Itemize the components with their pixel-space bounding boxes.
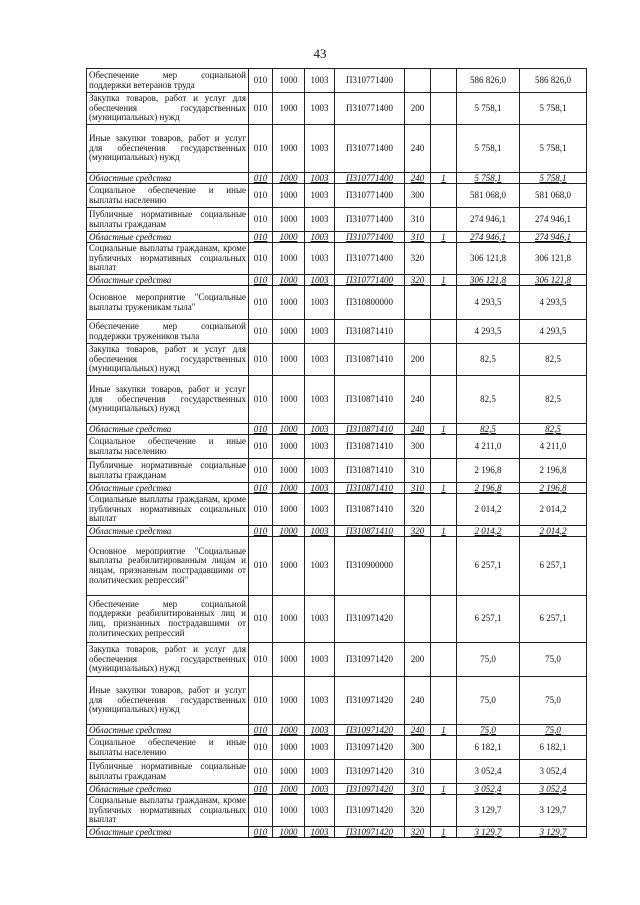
code-target: П310871410: [335, 494, 405, 526]
table-row: [87, 827, 587, 838]
code-source: 1: [431, 827, 457, 838]
code-subsection: 1003: [305, 483, 335, 494]
code-source: 1: [431, 275, 457, 286]
amount-total: 306 121,8: [520, 243, 587, 275]
code-target: П310871410: [335, 526, 405, 537]
code-target: П310871410: [335, 424, 405, 435]
code-expense-type: 320: [405, 827, 431, 838]
amount-plan: 75,0: [457, 643, 520, 677]
code-subsection: 1003: [305, 526, 335, 537]
code-subsection: 1003: [305, 376, 335, 424]
code-target: П310971420: [335, 643, 405, 677]
code-expense-type: 310: [405, 232, 431, 243]
amount-total: 3 052,4: [520, 784, 587, 795]
table-row: [87, 537, 587, 596]
table-row: [87, 643, 587, 677]
amount-plan: 5 758,1: [457, 93, 520, 125]
code-subsection: 1003: [305, 643, 335, 677]
amount-total: 75,0: [520, 643, 587, 677]
code-expense-type: 310: [405, 483, 431, 494]
code-source: 1: [431, 173, 457, 184]
table-row: [87, 376, 587, 424]
code-ministry: 010: [249, 537, 273, 596]
code-expense-type: 320: [405, 795, 431, 827]
amount-plan: 6 257,1: [457, 596, 520, 643]
table-row: [87, 208, 587, 232]
code-section: 1000: [273, 677, 305, 725]
code-subsection: 1003: [305, 173, 335, 184]
code-section: 1000: [273, 483, 305, 494]
code-ministry: 010: [249, 173, 273, 184]
code-ministry: 010: [249, 494, 273, 526]
code-source: [431, 286, 457, 320]
amount-total: 306 121,8: [520, 275, 587, 286]
amount-total: 6 182,1: [520, 736, 587, 760]
amount-total: 274 946,1: [520, 232, 587, 243]
code-ministry: 010: [249, 459, 273, 483]
code-target: П310900000: [335, 537, 405, 596]
code-expense-type: 310: [405, 760, 431, 784]
code-expense-type: [405, 286, 431, 320]
table-row: [87, 232, 587, 243]
code-subsection: 1003: [305, 435, 335, 459]
code-source: [431, 643, 457, 677]
code-source: [431, 125, 457, 173]
code-source: [431, 243, 457, 275]
amount-plan: 2 014,2: [457, 494, 520, 526]
row-name: Областные средства: [87, 526, 249, 537]
code-target: П310971420: [335, 827, 405, 838]
code-expense-type: 200: [405, 93, 431, 125]
code-subsection: 1003: [305, 795, 335, 827]
table-row: [87, 435, 587, 459]
code-subsection: 1003: [305, 784, 335, 795]
code-source: [431, 435, 457, 459]
code-source: 1: [431, 526, 457, 537]
code-target: П310871410: [335, 459, 405, 483]
amount-plan: 274 946,1: [457, 232, 520, 243]
code-expense-type: 300: [405, 736, 431, 760]
code-expense-type: 300: [405, 435, 431, 459]
code-ministry: 010: [249, 184, 273, 208]
code-ministry: 010: [249, 760, 273, 784]
table-row: [87, 725, 587, 736]
row-name: Областные средства: [87, 827, 249, 838]
code-section: 1000: [273, 125, 305, 173]
code-subsection: 1003: [305, 243, 335, 275]
amount-total: 2 014,2: [520, 494, 587, 526]
amount-total: 4 211,0: [520, 435, 587, 459]
code-expense-type: 310: [405, 784, 431, 795]
amount-total: 82,5: [520, 344, 587, 376]
code-subsection: 1003: [305, 725, 335, 736]
table-row: [87, 184, 587, 208]
code-source: [431, 677, 457, 725]
code-expense-type: [405, 537, 431, 596]
amount-total: 82,5: [520, 376, 587, 424]
amount-plan: 82,5: [457, 424, 520, 435]
code-source: [431, 320, 457, 344]
table-row: [87, 526, 587, 537]
code-subsection: 1003: [305, 93, 335, 125]
code-subsection: 1003: [305, 760, 335, 784]
amount-plan: 6 182,1: [457, 736, 520, 760]
code-ministry: 010: [249, 643, 273, 677]
code-ministry: 010: [249, 725, 273, 736]
code-expense-type: 240: [405, 125, 431, 173]
table-row: [87, 344, 587, 376]
row-name: Социальное обеспечение и иные выплаты населению: [87, 435, 249, 459]
code-target: П310871410: [335, 376, 405, 424]
row-name: Обеспечение мер социальной поддержки реабилитированных лиц и лиц, признанных пострадавшими от политических репрессий: [87, 596, 249, 643]
code-target: П310771400: [335, 275, 405, 286]
code-section: 1000: [273, 725, 305, 736]
code-subsection: 1003: [305, 320, 335, 344]
amount-plan: 3 129,7: [457, 827, 520, 838]
amount-total: 581 068,0: [520, 184, 587, 208]
amount-plan: 3 052,4: [457, 784, 520, 795]
amount-plan: 6 257,1: [457, 537, 520, 596]
code-ministry: 010: [249, 827, 273, 838]
code-ministry: 010: [249, 526, 273, 537]
amount-plan: 306 121,8: [457, 275, 520, 286]
amount-total: 2 196,8: [520, 459, 587, 483]
amount-total: 3 129,7: [520, 827, 587, 838]
code-section: 1000: [273, 184, 305, 208]
code-expense-type: 320: [405, 494, 431, 526]
code-target: П310771400: [335, 184, 405, 208]
amount-plan: 581 068,0: [457, 184, 520, 208]
row-name: Иные закупки товаров, работ и услуг для обеспечения государственных (муниципальных) нужд: [87, 376, 249, 424]
code-section: 1000: [273, 736, 305, 760]
row-name: Публичные нормативные социальные выплаты гражданам: [87, 459, 249, 483]
amount-plan: 4 293,5: [457, 320, 520, 344]
code-target: П310771400: [335, 208, 405, 232]
code-ministry: 010: [249, 232, 273, 243]
code-source: [431, 537, 457, 596]
code-section: 1000: [273, 494, 305, 526]
amount-total: 75,0: [520, 677, 587, 725]
code-ministry: 010: [249, 424, 273, 435]
code-target: П310871410: [335, 320, 405, 344]
amount-total: 586 826,0: [520, 69, 587, 93]
code-target: П310771400: [335, 93, 405, 125]
amount-total: 2 196,8: [520, 483, 587, 494]
code-source: 1: [431, 725, 457, 736]
code-expense-type: 300: [405, 184, 431, 208]
code-expense-type: [405, 69, 431, 93]
amount-plan: 3 052,4: [457, 760, 520, 784]
code-subsection: 1003: [305, 184, 335, 208]
row-name: Социальные выплаты гражданам, кроме публичных нормативных социальных выплат: [87, 795, 249, 827]
table-row: [87, 736, 587, 760]
amount-total: 82,5: [520, 424, 587, 435]
row-name: Закупка товаров, работ и услуг для обеспечения государственных (муниципальных) нужд: [87, 93, 249, 125]
row-name: Областные средства: [87, 424, 249, 435]
code-source: [431, 760, 457, 784]
code-section: 1000: [273, 286, 305, 320]
amount-plan: 2 014,2: [457, 526, 520, 537]
code-source: 1: [431, 784, 457, 795]
code-target: П310971420: [335, 596, 405, 643]
code-subsection: 1003: [305, 125, 335, 173]
code-ministry: 010: [249, 208, 273, 232]
code-subsection: 1003: [305, 286, 335, 320]
row-name: Основное мероприятие "Социальные выплаты реабилитированным лицам и лицам, признанным пострадавшими от политических репрессий": [87, 537, 249, 596]
code-target: П310771400: [335, 173, 405, 184]
code-expense-type: 320: [405, 243, 431, 275]
code-source: [431, 376, 457, 424]
code-source: [431, 494, 457, 526]
code-section: 1000: [273, 344, 305, 376]
code-ministry: 010: [249, 125, 273, 173]
code-ministry: 010: [249, 435, 273, 459]
code-source: [431, 596, 457, 643]
amount-total: 4 293,5: [520, 286, 587, 320]
row-name: Основное мероприятие "Социальные выплаты труженикам тыла": [87, 286, 249, 320]
table-row: [87, 125, 587, 173]
budget-table: [86, 68, 587, 838]
code-source: 1: [431, 483, 457, 494]
amount-plan: 2 196,8: [457, 483, 520, 494]
code-subsection: 1003: [305, 69, 335, 93]
code-ministry: 010: [249, 784, 273, 795]
amount-total: 6 257,1: [520, 537, 587, 596]
code-subsection: 1003: [305, 596, 335, 643]
row-name: Социальные выплаты гражданам, кроме публичных нормативных социальных выплат: [87, 243, 249, 275]
code-ministry: 010: [249, 483, 273, 494]
row-name: Областные средства: [87, 483, 249, 494]
code-section: 1000: [273, 243, 305, 275]
amount-plan: 75,0: [457, 677, 520, 725]
amount-total: 5 758,1: [520, 125, 587, 173]
amount-plan: 82,5: [457, 344, 520, 376]
code-ministry: 010: [249, 677, 273, 725]
code-expense-type: [405, 320, 431, 344]
code-expense-type: 200: [405, 643, 431, 677]
table-row: [87, 596, 587, 643]
code-source: [431, 184, 457, 208]
code-target: П310871410: [335, 344, 405, 376]
code-ministry: 010: [249, 286, 273, 320]
code-section: 1000: [273, 173, 305, 184]
code-expense-type: 240: [405, 424, 431, 435]
code-section: 1000: [273, 275, 305, 286]
code-section: 1000: [273, 827, 305, 838]
row-name: Социальное обеспечение и иные выплаты населению: [87, 184, 249, 208]
row-name: Социальные выплаты гражданам, кроме публичных нормативных социальных выплат: [87, 494, 249, 526]
code-section: 1000: [273, 232, 305, 243]
code-target: П310871410: [335, 483, 405, 494]
code-subsection: 1003: [305, 424, 335, 435]
code-subsection: 1003: [305, 677, 335, 725]
amount-plan: 4 211,0: [457, 435, 520, 459]
code-source: [431, 69, 457, 93]
code-source: [431, 795, 457, 827]
amount-total: 6 257,1: [520, 596, 587, 643]
code-subsection: 1003: [305, 736, 335, 760]
code-subsection: 1003: [305, 275, 335, 286]
amount-total: 3 129,7: [520, 795, 587, 827]
table-row: [87, 784, 587, 795]
table-row: [87, 173, 587, 184]
amount-plan: 4 293,5: [457, 286, 520, 320]
amount-plan: 274 946,1: [457, 208, 520, 232]
code-target: П310971420: [335, 736, 405, 760]
code-expense-type: 200: [405, 344, 431, 376]
amount-plan: 5 758,1: [457, 125, 520, 173]
code-target: П310771400: [335, 125, 405, 173]
code-subsection: 1003: [305, 344, 335, 376]
code-target: П310771400: [335, 232, 405, 243]
code-ministry: 010: [249, 795, 273, 827]
row-name: Иные закупки товаров, работ и услуг для обеспечения государственных (муниципальных) нужд: [87, 125, 249, 173]
amount-plan: 306 121,8: [457, 243, 520, 275]
table-row: [87, 93, 587, 125]
code-expense-type: 310: [405, 459, 431, 483]
code-subsection: 1003: [305, 232, 335, 243]
code-target: П310971420: [335, 725, 405, 736]
amount-plan: 82,5: [457, 376, 520, 424]
code-expense-type: 240: [405, 677, 431, 725]
code-section: 1000: [273, 69, 305, 93]
code-section: 1000: [273, 320, 305, 344]
row-name: Обеспечение мер социальной поддержки тружеников тыла: [87, 320, 249, 344]
code-target: П310971420: [335, 760, 405, 784]
table-row: [87, 760, 587, 784]
code-subsection: 1003: [305, 208, 335, 232]
amount-plan: 3 129,7: [457, 795, 520, 827]
code-source: 1: [431, 232, 457, 243]
table-row: [87, 677, 587, 725]
table-row: [87, 243, 587, 275]
code-source: [431, 736, 457, 760]
code-section: 1000: [273, 376, 305, 424]
table-body: [87, 69, 587, 838]
code-section: 1000: [273, 784, 305, 795]
code-section: 1000: [273, 93, 305, 125]
code-expense-type: 240: [405, 725, 431, 736]
code-target: П310971420: [335, 677, 405, 725]
code-section: 1000: [273, 459, 305, 483]
table-row: [87, 459, 587, 483]
amount-total: 5 758,1: [520, 173, 587, 184]
row-name: Закупка товаров, работ и услуг для обеспечения государственных (муниципальных) нужд: [87, 344, 249, 376]
amount-plan: 5 758,1: [457, 173, 520, 184]
table-row: [87, 286, 587, 320]
amount-total: 4 293,5: [520, 320, 587, 344]
row-name: Обеспечение мер социальной поддержки ветеранов труда: [87, 69, 249, 93]
code-section: 1000: [273, 596, 305, 643]
amount-plan: 75,0: [457, 725, 520, 736]
table-row: [87, 275, 587, 286]
code-subsection: 1003: [305, 827, 335, 838]
code-section: 1000: [273, 643, 305, 677]
amount-total: 75,0: [520, 725, 587, 736]
code-expense-type: 320: [405, 275, 431, 286]
row-name: Закупка товаров, работ и услуг для обеспечения государственных (муниципальных) нужд: [87, 643, 249, 677]
code-ministry: 010: [249, 376, 273, 424]
amount-plan: 586 826,0: [457, 69, 520, 93]
code-source: [431, 344, 457, 376]
code-target: П310971420: [335, 784, 405, 795]
code-subsection: 1003: [305, 537, 335, 596]
code-section: 1000: [273, 537, 305, 596]
code-ministry: 010: [249, 69, 273, 93]
row-name: Иные закупки товаров, работ и услуг для обеспечения государственных (муниципальных) нужд: [87, 677, 249, 725]
code-expense-type: 240: [405, 173, 431, 184]
amount-total: 2 014,2: [520, 526, 587, 537]
amount-total: 274 946,1: [520, 208, 587, 232]
code-source: [431, 208, 457, 232]
code-target: П310771400: [335, 243, 405, 275]
code-target: П310800000: [335, 286, 405, 320]
code-section: 1000: [273, 795, 305, 827]
code-ministry: 010: [249, 320, 273, 344]
code-target: П310771400: [335, 69, 405, 93]
code-ministry: 010: [249, 736, 273, 760]
table-row: [87, 483, 587, 494]
code-source: [431, 459, 457, 483]
code-subsection: 1003: [305, 459, 335, 483]
table-row: [87, 795, 587, 827]
code-ministry: 010: [249, 344, 273, 376]
row-name: Социальное обеспечение и иные выплаты населению: [87, 736, 249, 760]
code-section: 1000: [273, 435, 305, 459]
table-row: [87, 69, 587, 93]
amount-total: 5 758,1: [520, 93, 587, 125]
row-name: Областные средства: [87, 725, 249, 736]
code-expense-type: 240: [405, 376, 431, 424]
row-name: Публичные нормативные социальные выплаты гражданам: [87, 760, 249, 784]
code-expense-type: 310: [405, 208, 431, 232]
code-source: 1: [431, 424, 457, 435]
table-row: [87, 320, 587, 344]
code-section: 1000: [273, 208, 305, 232]
table-row: [87, 494, 587, 526]
code-ministry: 010: [249, 93, 273, 125]
row-name: Областные средства: [87, 173, 249, 184]
row-name: Публичные нормативные социальные выплаты гражданам: [87, 208, 249, 232]
amount-plan: 2 196,8: [457, 459, 520, 483]
code-ministry: 010: [249, 275, 273, 286]
row-name: Областные средства: [87, 275, 249, 286]
code-target: П310971420: [335, 795, 405, 827]
code-target: П310871410: [335, 435, 405, 459]
code-section: 1000: [273, 760, 305, 784]
code-source: [431, 93, 457, 125]
code-subsection: 1003: [305, 494, 335, 526]
page-number: 43: [313, 46, 327, 61]
code-section: 1000: [273, 424, 305, 435]
code-section: 1000: [273, 526, 305, 537]
row-name: Областные средства: [87, 232, 249, 243]
table-row: [87, 424, 587, 435]
row-name: Областные средства: [87, 784, 249, 795]
code-ministry: 010: [249, 596, 273, 643]
code-expense-type: 320: [405, 526, 431, 537]
code-expense-type: [405, 596, 431, 643]
code-ministry: 010: [249, 243, 273, 275]
amount-total: 3 052,4: [520, 760, 587, 784]
